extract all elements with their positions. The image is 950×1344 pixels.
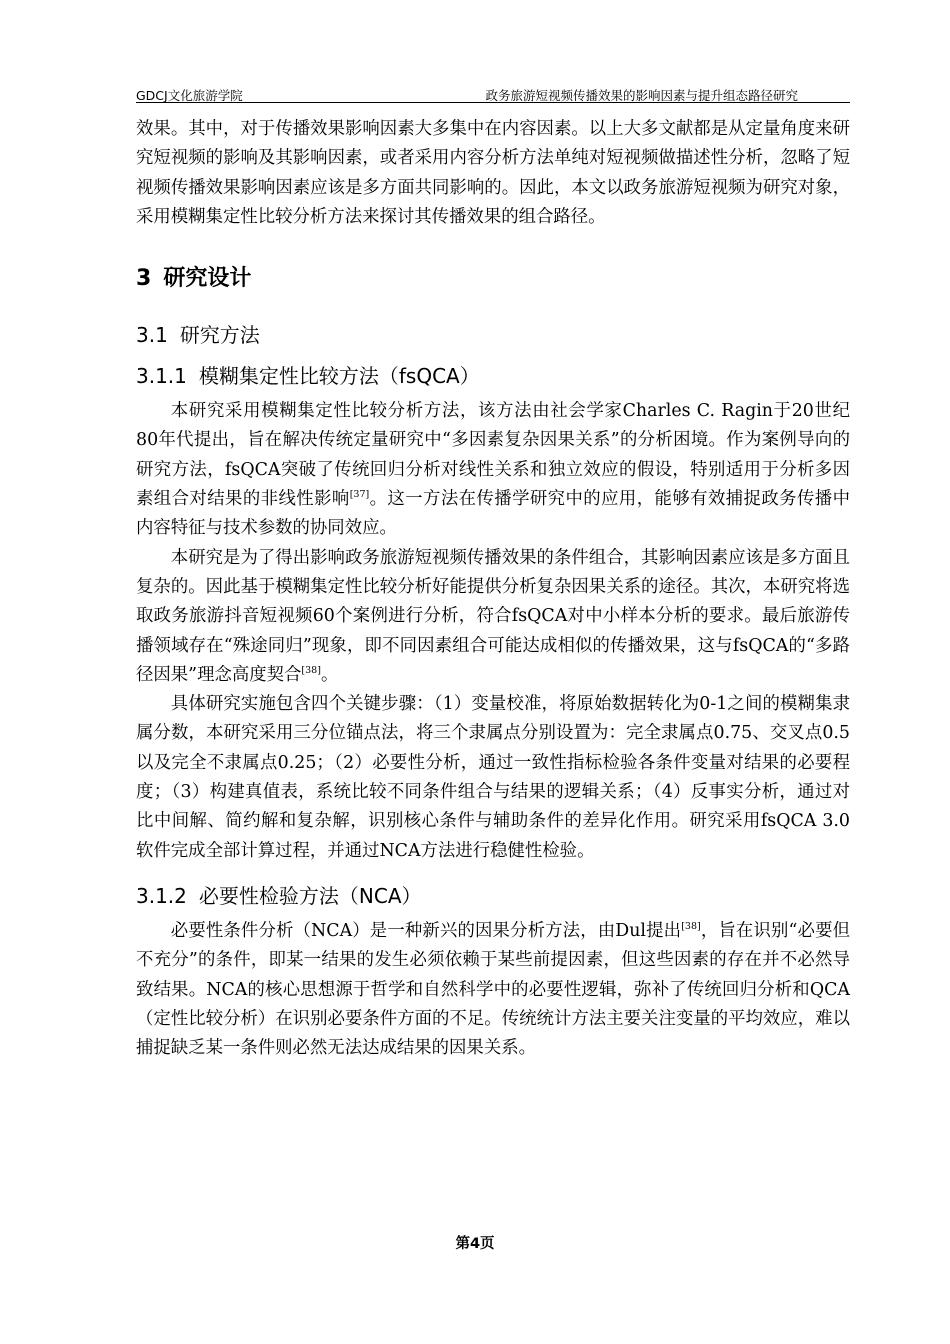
fsqca-paragraph-2: 本研究是为了得出影响政务旅游短视频传播效果的条件组合，其影响因素应该是多方面且复杂的。因此基于模糊集定性比较分析好能提供分析复杂因果关系的途径。其次，本研究将选取政务旅游抖音短视频60个案例进行分析，符合fsQCA对中小样本分析的要求。最后旅游传播领域存在“殊途同归”现象，即不同因素组合可能达成相似的传播效果，这与fsQCA的“多路径因果”理念高度契合[38]。: [136, 547, 850, 685]
fsqca-paragraph-1: 本研究采用模糊集定性比较分析方法，该方法由社会学家Charles C. Ragin于20世纪80年代提出，旨在解决传统定量研究中“多因素复杂因果关系”的分析困境。作为案例导向的研究方法，fsQCA突破了传统回归分析对线性关系和独立效应的假设，特别适用于分析多因素组合对结果的非线性影响[37]。这一方法在传播学研究中的应用，能够有效捕捉政务传播中内容特征与技术参数的协同效应。: [136, 401, 850, 539]
section-number: 3: [136, 266, 152, 292]
section-title: 必要性检验方法（NCA）: [198, 883, 422, 908]
section-number: 3.1: [136, 323, 168, 348]
intro-paragraph: 效果。其中，对于传播效果影响因素大多集中在内容因素。以上大多文献都是从定量角度来研究短视频的影响及其影响因素，或者采用内容分析方法单纯对短视频做描述性分析，忽略了短视频传播效果影响因素应该是多方面共同影响的。因此，本文以政务旅游短视频为研究对象，采用模糊集定性比较分析方法来探讨其传播效果的组合路径。: [136, 119, 850, 227]
section-3-1-heading: [136, 320, 850, 350]
section-number: 3.1.2: [136, 883, 187, 908]
section-title: 研究设计: [163, 266, 252, 292]
section-title: 研究方法: [179, 323, 260, 348]
section-3-1-2-heading: [136, 881, 850, 911]
section-title: 模糊集定性比较方法（fsQCA）: [198, 364, 480, 389]
citation-37: [37]: [349, 489, 370, 501]
citation-38: [38]: [681, 920, 701, 932]
page-number: 第4页: [455, 1236, 495, 1252]
running-header: [136, 84, 850, 103]
nca-paragraph-1: 必要性条件分析（NCA）是一种新兴的因果分析方法，由Dul提出[38]，旨在识别“必要但不充分”的条件，即某一结果的发生必须依赖于某些前提因素，但这些因素的存在并不必然导致结果。NCA的核心思想源于哲学和自然科学中的必要性逻辑，弥补了传统回归分析和QCA（定性比较分析）在识别必要条件方面的不足。传统统计方法主要关注变量的平均效应，难以捕捉缺乏某一条件则必然无法达成结果的因果关系。: [136, 920, 850, 1059]
section-number: 3.1.1: [136, 364, 187, 389]
header-thesis-title: 政务旅游短视频传播效果的影响因素与提升组态路径研究: [485, 88, 798, 103]
page-body: [136, 115, 850, 1063]
header-institution: GDCJ文化旅游学院: [136, 88, 243, 103]
fsqca-paragraph-3: 具体研究实施包含四个关键步骤：（1）变量校准，将原始数据转化为0-1之间的模糊集隶属分数，本研究采用三分位锚点法，将三个隶属点分别设置为：完全隶属点0.75、交叉点0.5以及完全不隶属点0.25；（2）必要性分析，通过一致性指标检验各条件变量对结果的必要程度；（3）构建真值表，系统比较不同条件组合与结果的逻辑关系；（4）反事实分析，通过对比中间解、简约解和复杂解，识别核心条件与辅助条件的差异化作用。研究采用fsQCA 3.0软件完成全部计算过程，并通过NCA方法进行稳健性检验。: [136, 694, 850, 861]
section-3-1-1-heading: [136, 361, 850, 391]
section-3-heading: [136, 263, 850, 295]
citation-38: [38]: [301, 664, 321, 676]
